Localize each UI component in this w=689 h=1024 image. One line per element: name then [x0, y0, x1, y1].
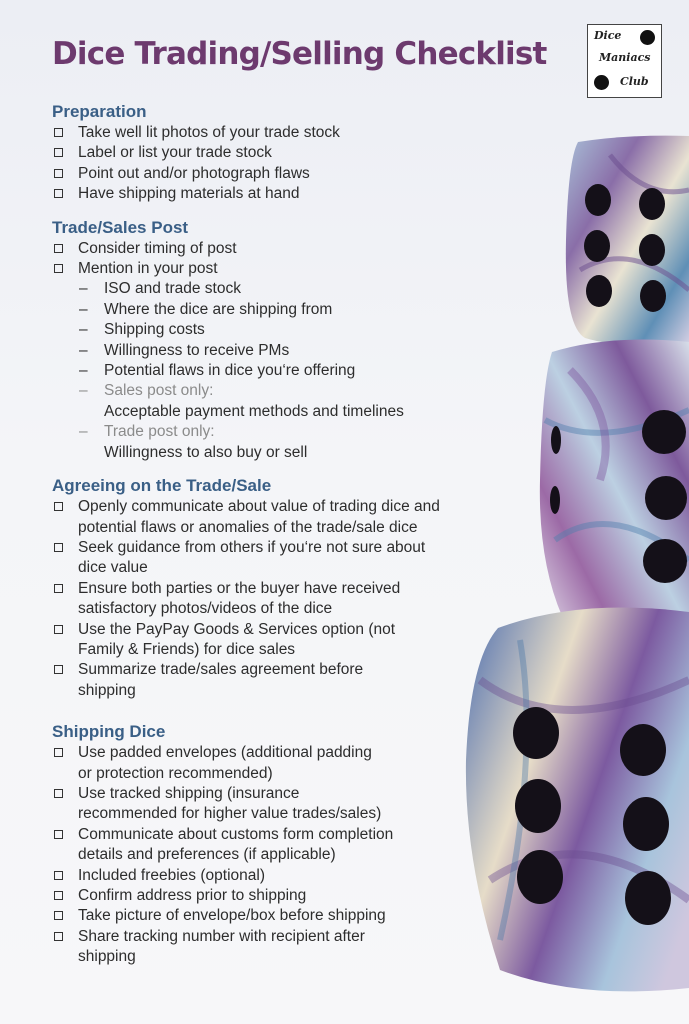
bottom-die: [466, 608, 689, 992]
sub-item: – Shipping costs: [52, 320, 492, 340]
dash-icon: –: [79, 362, 88, 380]
checkbox-icon[interactable]: [54, 128, 63, 137]
checklist-item: Share tracking number with recipient after shipping: [52, 927, 492, 968]
section-heading: Shipping Dice: [52, 722, 166, 742]
checkbox-icon[interactable]: [54, 543, 63, 552]
checkbox-icon[interactable]: [54, 244, 63, 253]
section-trade-sales-post: [52, 217, 492, 463]
checkbox-icon[interactable]: [54, 169, 63, 178]
checkbox-icon[interactable]: [54, 584, 63, 593]
section-agreeing: [52, 475, 492, 701]
dash-icon: –: [79, 341, 88, 359]
top-die: [566, 136, 689, 346]
dash-icon: –: [79, 300, 88, 318]
logo-word-club: Club: [620, 75, 649, 88]
checkbox-icon[interactable]: [54, 871, 63, 880]
sub-item-note: [52, 381, 492, 422]
checkbox-icon[interactable]: [54, 789, 63, 798]
dash-icon: –: [79, 382, 88, 400]
checklist-item: Mention in your post: [52, 259, 492, 279]
checkbox-icon[interactable]: [54, 748, 63, 757]
checklist-item: Point out and/or photograph flaws: [52, 164, 492, 184]
dice-stack-image: [460, 120, 689, 1024]
checkbox-icon[interactable]: [54, 189, 63, 198]
checklist-item: Confirm address prior to shipping: [52, 886, 492, 906]
dice-maniacs-club-logo: [587, 24, 662, 98]
section-heading: Preparation: [52, 102, 147, 121]
dash-icon: –: [79, 423, 88, 441]
checklist-item: Openly communicate about value of trading dice and potential flaws or anomalies of the trade/sale dice: [52, 497, 492, 538]
checkbox-icon[interactable]: [54, 264, 63, 273]
sub-item: – Where the dice are shipping from: [52, 300, 492, 320]
section-preparation: [52, 101, 492, 205]
checklist-item: Take picture of envelope/box before shipping: [52, 906, 492, 926]
checklist-item: Have shipping materials at hand: [52, 184, 492, 204]
checkbox-icon[interactable]: [54, 830, 63, 839]
page-title: Dice Trading/Selling Checklist: [52, 36, 547, 72]
sub-item: – ISO and trade stock: [52, 279, 492, 299]
sub-item-note: [52, 422, 492, 463]
note-text: Willingness to also buy or sell: [104, 443, 308, 461]
checkbox-icon[interactable]: [54, 891, 63, 900]
checkbox-icon[interactable]: [54, 932, 63, 941]
checklist-item: Communicate about customs form completion details and preferences (if applicable): [52, 825, 492, 866]
checklist: [52, 101, 492, 980]
logo-dot-icon: [640, 30, 655, 45]
logo-word-dice: Dice: [594, 29, 622, 42]
section-shipping: [52, 721, 492, 967]
sub-item: – Potential flaws in dice you‘re offering: [52, 361, 492, 381]
checklist-item: Label or list your trade stock: [52, 143, 492, 163]
checklist-item: Use padded envelopes (additional padding or protection recommended): [52, 743, 492, 784]
checklist-item: Take well lit photos of your trade stock: [52, 123, 492, 143]
logo-dot-icon: [594, 75, 609, 90]
section-heading: Trade/Sales Post: [52, 217, 189, 237]
checklist-item: Seek guidance from others if you‘re not sure about dice value: [52, 538, 492, 579]
checkbox-icon[interactable]: [54, 665, 63, 674]
note-lead: Trade post only:: [104, 423, 215, 441]
dash-icon: –: [79, 280, 88, 298]
checkbox-icon[interactable]: [54, 911, 63, 920]
sub-item: – Willingness to receive PMs: [52, 341, 492, 361]
checklist-item: Use tracked shipping (insurance recommended for higher value trades/sales): [52, 784, 492, 825]
checkbox-icon[interactable]: [54, 148, 63, 157]
logo-word-maniacs: Maniacs: [599, 51, 651, 64]
note-lead: Sales post only:: [104, 382, 214, 400]
middle-die: [540, 340, 689, 629]
checklist-item: Summarize trade/sales agreement before shipping: [52, 660, 492, 701]
note-text: Acceptable payment methods and timelines: [104, 402, 404, 420]
checkbox-icon[interactable]: [54, 625, 63, 634]
checkbox-icon[interactable]: [54, 502, 63, 511]
checklist-item: Ensure both parties or the buyer have received satisfactory photos/videos of the dice: [52, 579, 492, 620]
checklist-item: Included freebies (optional): [52, 866, 492, 886]
checklist-item: Consider timing of post: [52, 239, 492, 259]
checklist-item: Use the PayPay Goods & Services option (not Family & Friends) for dice sales: [52, 620, 492, 661]
section-heading: Agreeing on the Trade/Sale: [52, 476, 272, 496]
dash-icon: –: [79, 321, 88, 339]
